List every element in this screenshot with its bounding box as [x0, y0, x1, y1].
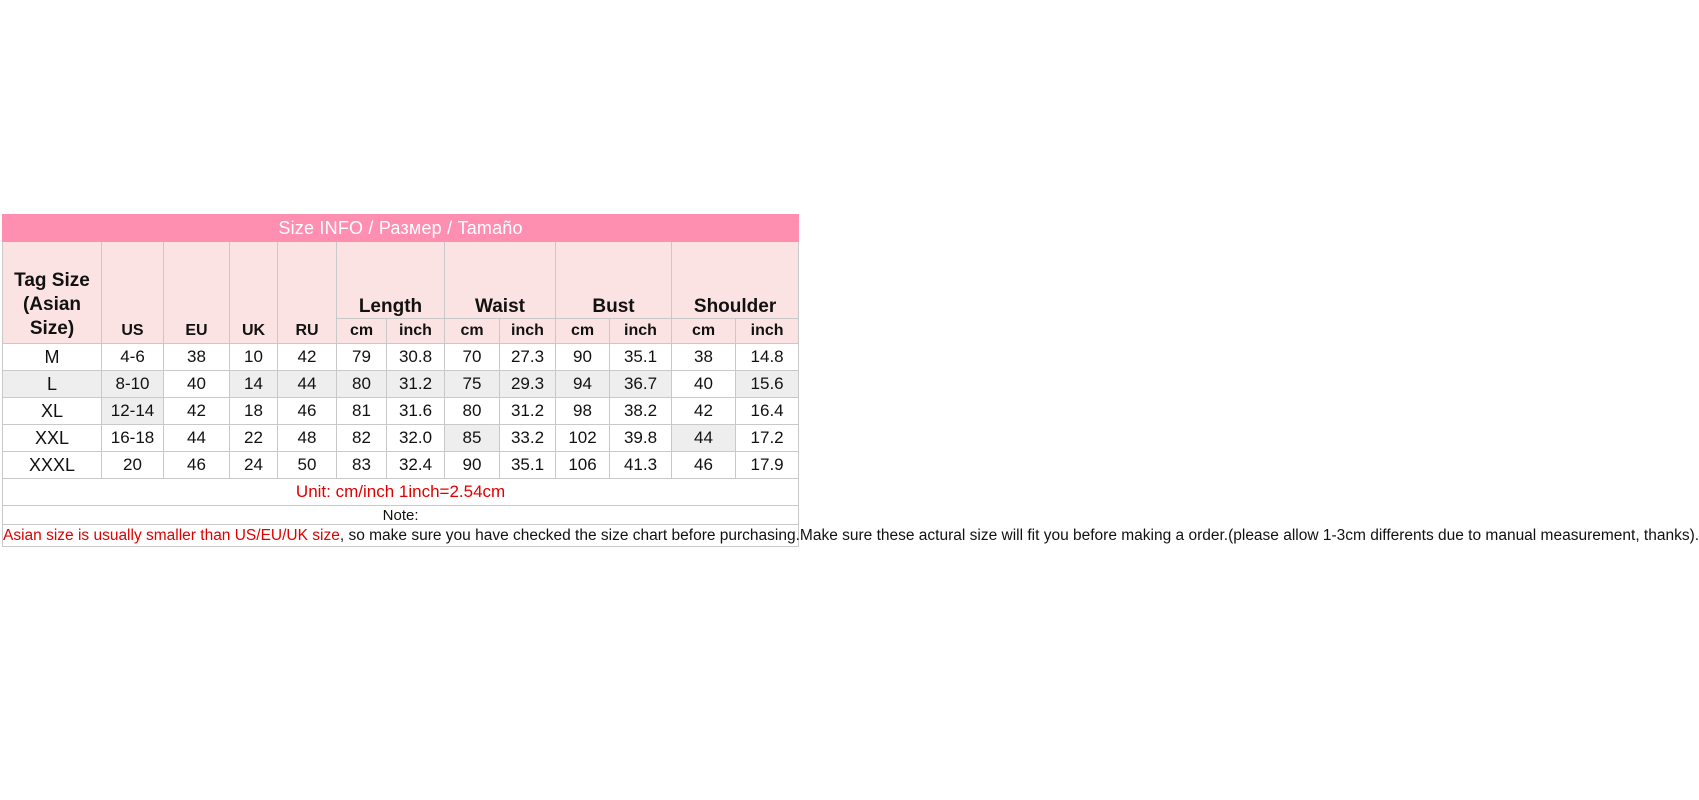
eu-header: EU	[164, 242, 230, 344]
bust-cm-header: cm	[556, 319, 610, 344]
waist-inch-cell: 33.2	[500, 425, 556, 452]
table-row	[3, 344, 799, 371]
bust-cm-cell: 94	[556, 371, 610, 398]
ru-cell: 48	[278, 425, 337, 452]
length-inch-cell: 32.0	[387, 425, 445, 452]
length-cm-cell: 82	[337, 425, 387, 452]
chart-title: Size INFO / Размер / Tamaño	[3, 215, 799, 242]
bust-inch-cell: 39.8	[610, 425, 672, 452]
bust-inch-cell: 41.3	[610, 452, 672, 479]
unit-note: Unit: cm/inch 1inch=2.54cm	[3, 479, 799, 506]
bust-cm-cell: 102	[556, 425, 610, 452]
eu-cell: 44	[164, 425, 230, 452]
shoulder-inch-cell: 14.8	[736, 344, 799, 371]
bust-cm-cell: 98	[556, 398, 610, 425]
note-rest-text: , so make sure you have checked the size chart before purchasing.Make sure these actural size will fit you before making a order.(please allow 1-3cm differents due to manual measurement, thanks).	[339, 527, 1699, 544]
waist-cm-cell: 90	[445, 452, 500, 479]
uk-cell: 24	[230, 452, 278, 479]
waist-cm-cell: 70	[445, 344, 500, 371]
ru-cell: 44	[278, 371, 337, 398]
eu-cell: 38	[164, 344, 230, 371]
tag-size-line-3: Size)	[29, 318, 75, 339]
length-cm-header: cm	[337, 319, 387, 344]
us-cell: 20	[102, 452, 164, 479]
bust-inch-cell: 35.1	[610, 344, 672, 371]
shoulder-cm-header: cm	[672, 319, 736, 344]
bust-cm-cell: 90	[556, 344, 610, 371]
shoulder-cm-cell: 42	[672, 398, 736, 425]
size-chart-table	[2, 214, 1699, 547]
length-inch-cell: 32.4	[387, 452, 445, 479]
waist-cm-cell: 80	[445, 398, 500, 425]
note-warning-text: Asian size is usually smaller than US/EU/UK size	[3, 527, 340, 544]
uk-cell: 18	[230, 398, 278, 425]
shoulder-cm-cell: 38	[672, 344, 736, 371]
eu-cell: 42	[164, 398, 230, 425]
uk-cell: 22	[230, 425, 278, 452]
bust-header: Bust	[556, 242, 672, 319]
size-cell: M	[3, 344, 102, 371]
waist-inch-cell: 35.1	[500, 452, 556, 479]
ru-header: RU	[278, 242, 337, 344]
table-row	[3, 425, 799, 452]
length-cm-cell: 79	[337, 344, 387, 371]
note-text	[3, 525, 1699, 547]
us-header: US	[102, 242, 164, 344]
tag-size-line-1: Tag Size	[14, 270, 90, 291]
length-cm-cell: 80	[337, 371, 387, 398]
waist-inch-cell: 27.3	[500, 344, 556, 371]
ru-cell: 50	[278, 452, 337, 479]
table-row	[3, 371, 799, 398]
eu-cell: 46	[164, 452, 230, 479]
waist-header: Waist	[445, 242, 556, 319]
length-cm-cell: 83	[337, 452, 387, 479]
bust-inch-cell: 36.7	[610, 371, 672, 398]
ru-cell: 42	[278, 344, 337, 371]
length-inch-cell: 30.8	[387, 344, 445, 371]
length-header: Length	[337, 242, 445, 319]
waist-inch-cell: 29.3	[500, 371, 556, 398]
us-cell: 8-10	[102, 371, 164, 398]
length-inch-cell: 31.2	[387, 371, 445, 398]
size-cell: XXL	[3, 425, 102, 452]
size-cell: XL	[3, 398, 102, 425]
shoulder-inch-header: inch	[736, 319, 799, 344]
shoulder-header: Shoulder	[672, 242, 799, 319]
size-cell: XXXL	[3, 452, 102, 479]
shoulder-inch-cell: 17.2	[736, 425, 799, 452]
waist-cm-cell: 75	[445, 371, 500, 398]
shoulder-inch-cell: 15.6	[736, 371, 799, 398]
us-cell: 12-14	[102, 398, 164, 425]
uk-cell: 10	[230, 344, 278, 371]
uk-cell: 14	[230, 371, 278, 398]
shoulder-inch-cell: 16.4	[736, 398, 799, 425]
ru-cell: 46	[278, 398, 337, 425]
length-inch-cell: 31.6	[387, 398, 445, 425]
bust-inch-cell: 38.2	[610, 398, 672, 425]
shoulder-inch-cell: 17.9	[736, 452, 799, 479]
eu-cell: 40	[164, 371, 230, 398]
waist-inch-header: inch	[500, 319, 556, 344]
bust-cm-cell: 106	[556, 452, 610, 479]
shoulder-cm-cell: 40	[672, 371, 736, 398]
shoulder-cm-cell: 46	[672, 452, 736, 479]
us-cell: 16-18	[102, 425, 164, 452]
uk-header: UK	[230, 242, 278, 344]
waist-inch-cell: 31.2	[500, 398, 556, 425]
table-row	[3, 452, 799, 479]
tag-size-line-2: (Asian	[22, 294, 82, 315]
shoulder-cm-cell: 44	[672, 425, 736, 452]
waist-cm-header: cm	[445, 319, 500, 344]
note-label: Note:	[3, 506, 799, 525]
length-inch-header: inch	[387, 319, 445, 344]
bust-inch-header: inch	[610, 319, 672, 344]
table-row	[3, 398, 799, 425]
waist-cm-cell: 85	[445, 425, 500, 452]
us-cell: 4-6	[102, 344, 164, 371]
tag-size-header	[3, 242, 102, 344]
size-cell: L	[3, 371, 102, 398]
length-cm-cell: 81	[337, 398, 387, 425]
